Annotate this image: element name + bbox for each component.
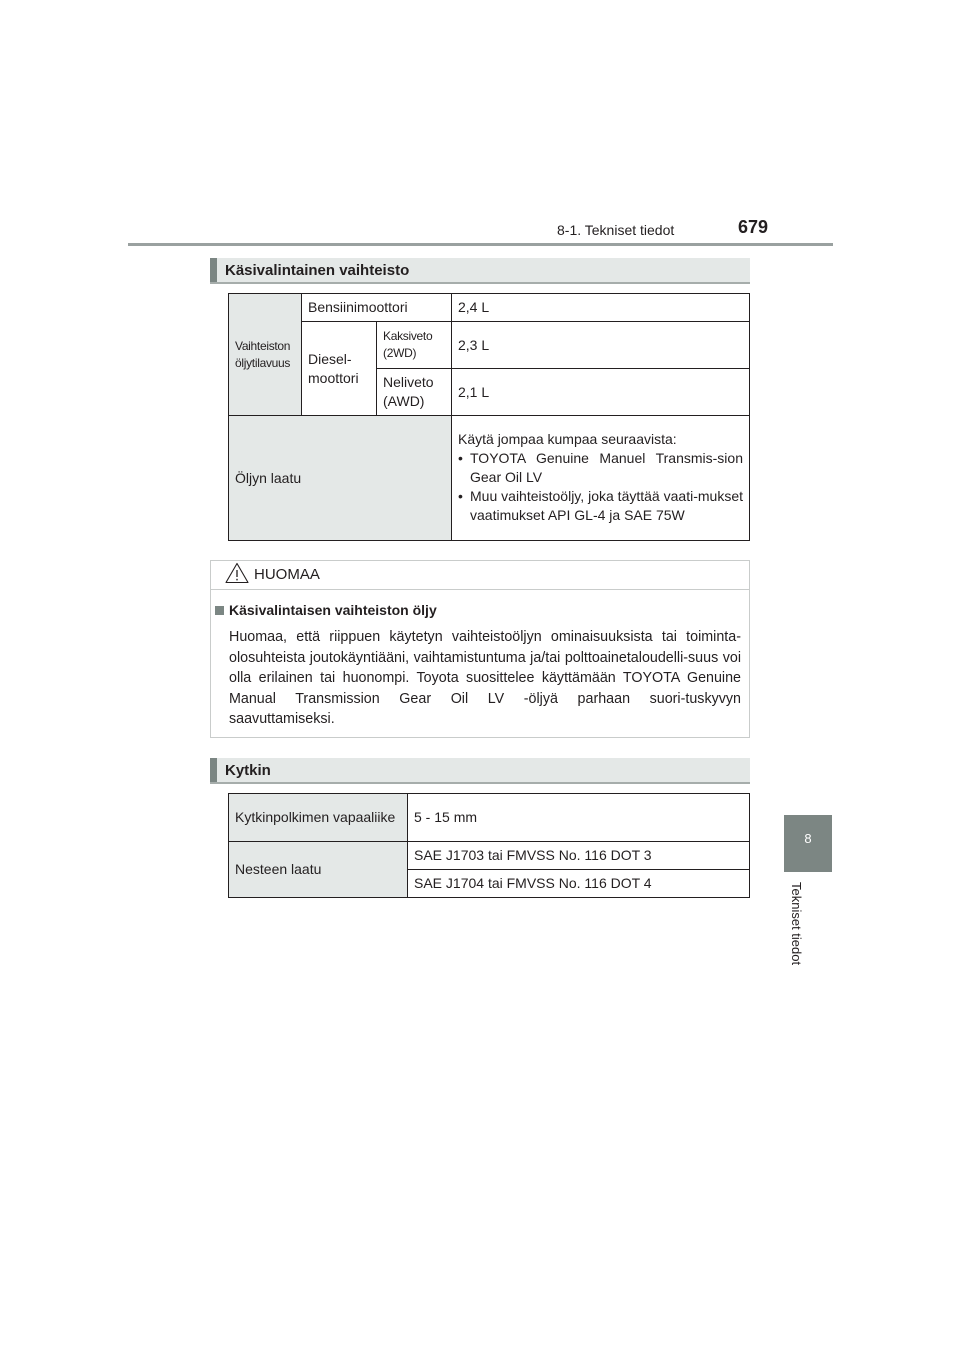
- table-row: [229, 416, 750, 541]
- free-play-label-cell: Kytkinpolkimen vapaaliike: [229, 794, 408, 842]
- square-bullet-icon: [215, 606, 224, 615]
- notice-item-heading: [215, 602, 437, 618]
- notice-divider: [211, 589, 749, 590]
- bullet-text: TOYOTA Genuine Manuel Transmis-sion Gear Oil LV: [470, 450, 743, 485]
- header-divider: [128, 243, 833, 246]
- oil-quality-value-cell: [452, 416, 750, 541]
- awd-label-line: Neliveto: [383, 374, 434, 390]
- notice-title: HUOMAA: [254, 566, 320, 583]
- clutch-spec-table: [228, 793, 750, 898]
- warning-triangle-icon: [225, 562, 249, 584]
- diesel-label-line: moottori: [308, 369, 359, 386]
- table-row: [229, 794, 750, 842]
- section-heading-clutch: [210, 758, 750, 784]
- section-heading-text: Kytkin: [225, 762, 271, 779]
- capacity-label-cell: Vaihteiston öljytilavuus: [229, 294, 302, 416]
- bullet-dot: •: [458, 488, 463, 504]
- table-row: [229, 294, 750, 322]
- diesel-label-line: Diesel-: [308, 350, 352, 367]
- list-item: [458, 449, 743, 487]
- chapter-tab-label: Tekniset tiedot: [789, 882, 804, 966]
- twd-label-cell: [377, 322, 452, 369]
- oil-quality-label-cell: Öljyn laatu: [229, 416, 452, 541]
- page-number: 679: [738, 217, 769, 237]
- twd-value-cell: 2,3 L: [452, 322, 750, 369]
- section-reference: 8-1. Tekniset tiedot: [557, 222, 675, 238]
- notice-body-text: Huomaa, että riippuen käytetyn vaihteistoöljyn ominaisuuksista tai toiminta-olosuhteista joutokäyntiääni, vaihtamistuntuma ja/tai polttoainetaloudelli-suus voi olla erilainen tai huonompi. Toyota suosittelee käyttämään TOYOTA Genuine Manual Transmission Gear Oil LV -öljyä parhaan suori-tuskyvyn saavuttamiseksi.: [229, 629, 741, 727]
- diesel-label-cell: [302, 322, 377, 416]
- awd-value-cell: 2,1 L: [452, 369, 750, 416]
- free-play-value-cell: 5 - 15 mm: [408, 794, 750, 842]
- gasoline-value-cell: 2,4 L: [452, 294, 750, 322]
- fluid-value-cell: SAE J1703 tai FMVSS No. 116 DOT 3: [408, 842, 750, 870]
- notice-item-title: Käsivalintaisen vaihteiston öljy: [229, 602, 437, 618]
- bullet-text: Muu vaihteistoöljy, joka täyttää vaati-mukset vaatimukset API GL-4 ja SAE 75W: [470, 488, 743, 523]
- twd-label-line: Kaksiveto: [383, 329, 433, 343]
- twd-label-line: (2WD): [383, 346, 417, 360]
- list-item: [458, 487, 743, 525]
- section-heading-bar: [210, 758, 217, 782]
- table-row: [229, 842, 750, 870]
- chapter-tab: 8: [784, 815, 832, 872]
- chapter-tab-label-wrapper: [790, 882, 804, 982]
- gasoline-label-cell: Bensiinimoottori: [302, 294, 452, 322]
- oil-quality-intro: Käytä jompaa kumpaa seuraavista:: [458, 431, 677, 447]
- section-heading-manual-transmission: [210, 258, 750, 284]
- fluid-value-cell: SAE J1704 tai FMVSS No. 116 DOT 4: [408, 870, 750, 898]
- awd-label-line: (AWD): [383, 393, 425, 409]
- table-row: [229, 322, 750, 369]
- awd-label-cell: [377, 369, 452, 416]
- section-heading-bar: [210, 258, 217, 282]
- transmission-spec-table: [228, 293, 750, 541]
- fluid-label-cell: Nesteen laatu: [229, 842, 408, 898]
- bullet-dot: •: [458, 450, 463, 466]
- section-heading-text: Käsivalintainen vaihteisto: [225, 262, 410, 279]
